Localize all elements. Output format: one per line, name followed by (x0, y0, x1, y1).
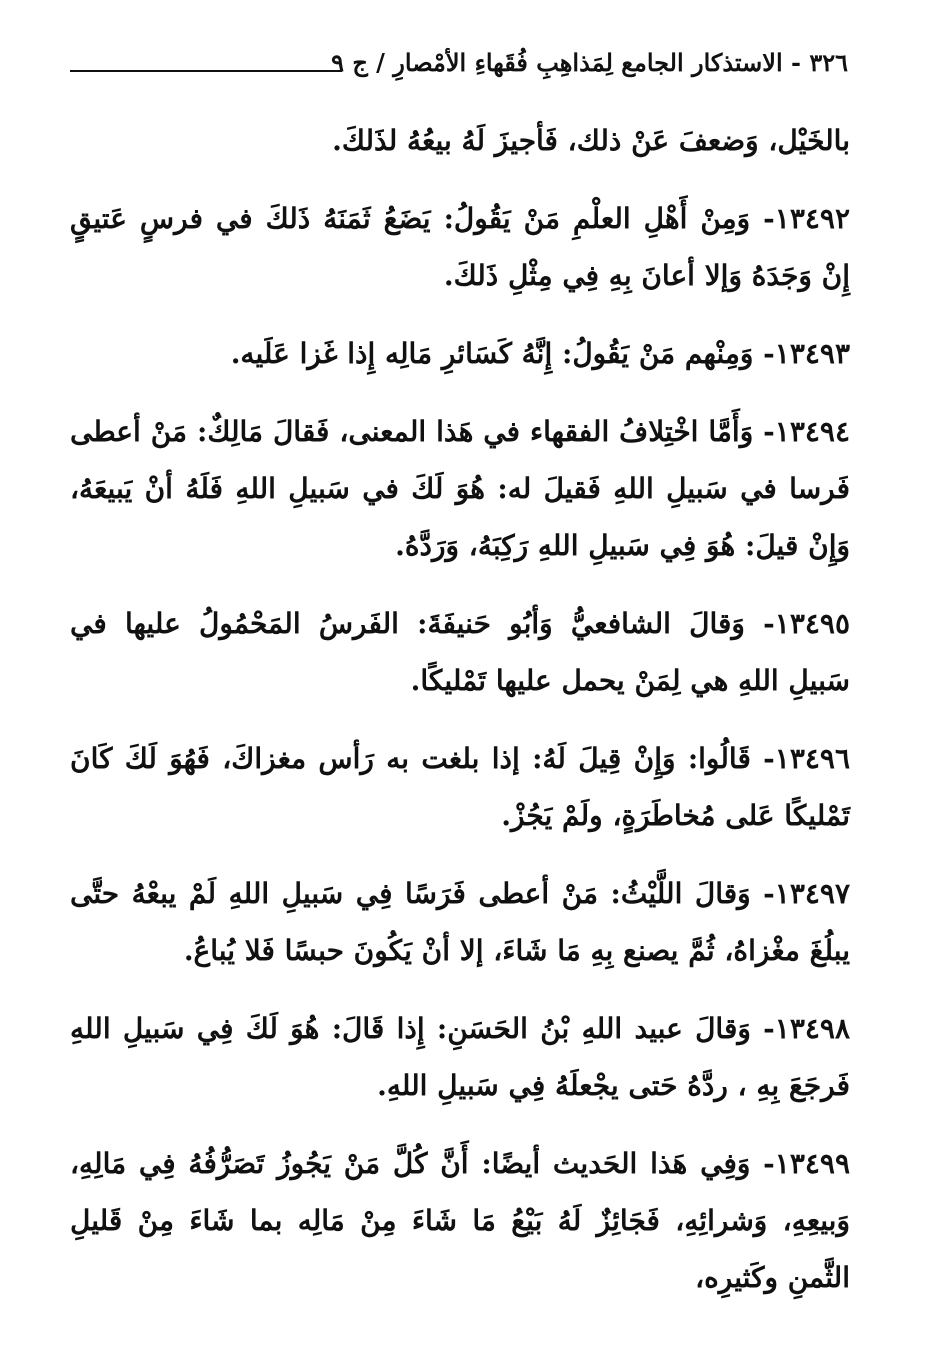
running-head (331, 48, 848, 77)
paragraph-13493: ١٣٤٩٣- وَمِنْهم مَنْ يَقُولُ: إِنَّهُ كَسَائرِ مَالِه إِذا غَزا عَلَيه. (230, 337, 850, 370)
paragraph-13495: ١٣٤٩٥- وَقالَ الشافعيُّ وَأبُو حَنيفَةَ: الفَرسُ المَحْمُولُ عليها في سَبيلِ اللهِ هي لِمَنْ يحمل عليها تَمْليكًا. (70, 607, 850, 697)
paragraph-13492: ١٣٤٩٢- وَمِنْ أَهْلِ العلْمِ مَنْ يَقُولُ: يَضَعُ ثَمَنَهُ ذَلكَ في فرسٍ عَتيقٍ إِنْ وَجَدَهُ وَإلا أعانَ بِهِ فِي مِثْلِ ذَلكَ. (70, 202, 850, 292)
paragraph-13496: ١٣٤٩٦- قَالُوا: وَإِنْ قِيلَ لَهُ: إذا بلغت به رَأس مغزاكَ، فَهُوَ لَكَ كَانَ تَمْليكًا عَلى مُخاطَرَةٍ، ولَمْ يَجُزْ. (70, 742, 850, 832)
paragraph-13499: ١٣٤٩٩- وَفِي هَذا الحَديث أيضًا: أَنَّ كُلَّ مَنْ يَجُوزُ تَصَرُّفُهُ فِي مَالِهِ، وَبيعِهِ، وَشرائِهِ، فَجَائِزٌ لَهُ بَيْعُ مَا شَاءَ مِنْ مَالِه بما شَاءَ مِنْ قَليلِ الثَّمنِ وكَثيرِه، (70, 1147, 850, 1294)
paragraph-continuation: بالخَيْل، وَضعفَ عَنْ ذلك، فَأجيزَ لَهُ بيعُهُ لذَلكَ. (332, 124, 850, 157)
page-header (70, 48, 850, 88)
header-separator: - (791, 48, 801, 77)
header-title: الاستذكار الجامع لِمَذاهِبِ فُقَهاءِ الأمْصارِ / ج ٩ (331, 48, 783, 77)
paragraph-13494: ١٣٤٩٤- وَأَمَّا اخْتِلافُ الفقهاء في هَذا المعنى، فَقالَ مَالِكٌ: مَنْ أعطى فَرسا في سَبيلِ اللهِ فَقيلَ له: هُوَ لَكَ في سَبيلِ اللهِ فَلَهُ أنْ يَبيعَهُ، وَإِنْ قيلَ: هُوَ فِي سَبيلِ اللهِ رَكِبَهُ، وَرَدَّهُ. (70, 415, 850, 562)
paragraph-13497: ١٣٤٩٧- وَقالَ اللَّيْثُ: مَنْ أعطى فَرَسًا فِي سَبيلِ اللهِ لَمْ يبعْهُ حتَّى يبلُغَ مغْزاهُ، ثُمَّ يصنع بِهِ مَا شَاءَ، إلا أنْ يَكُونَ حبسًا فَلا يُباعُ. (70, 877, 850, 967)
header-rule (70, 70, 342, 72)
page-number: ٣٢٦ (809, 48, 848, 77)
paragraph-13498: ١٣٤٩٨- وَقالَ عبيد اللهِ بْنُ الحَسَنِ: إِذا قَالَ: هُوَ لَكَ فِي سَبيلِ اللهِ فَرجَعَ بِهِ ، ردَّهُ حَتى يجْعلَهُ فِي سَبيلِ اللهِ. (70, 1012, 850, 1102)
page-body (70, 112, 850, 1327)
